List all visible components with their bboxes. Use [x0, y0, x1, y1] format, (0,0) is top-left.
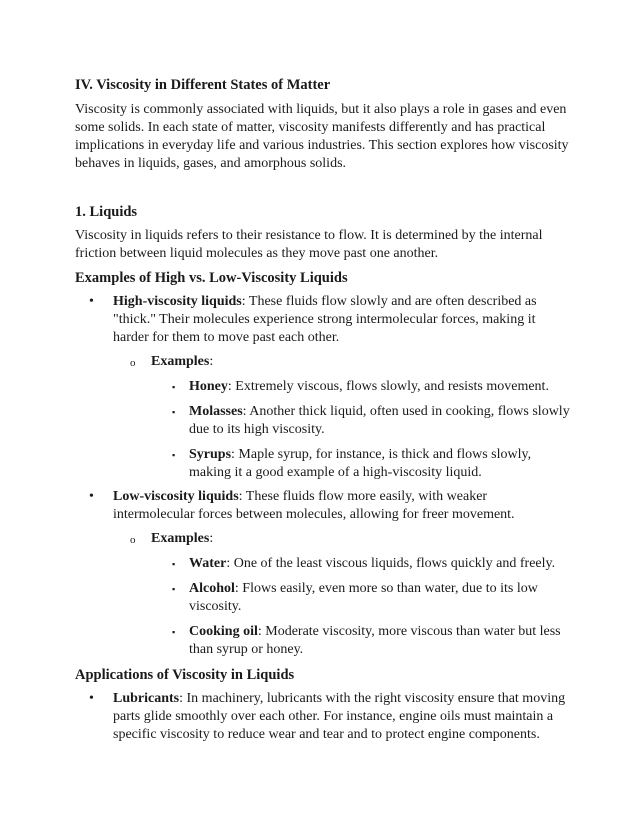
examples-colon: : [209, 354, 214, 369]
list-item [151, 446, 570, 482]
examples-heading: Examples of High vs. Low-Viscosity Liquids [75, 270, 348, 286]
item-desc: : These fluids flow slowly and are often described as "thick." Their molecules experience strong intermolecular forces, making it harder for them to move past each other. [113, 294, 537, 345]
bullet-icon: • [89, 691, 94, 706]
document-page [75, 70, 570, 744]
examples-label: Examples [151, 531, 210, 546]
list-item [151, 555, 570, 573]
sublist [113, 353, 570, 482]
bullet-icon: o [130, 357, 136, 369]
list-item [151, 403, 570, 439]
item-term: Low-viscosity liquids [113, 489, 239, 504]
item-desc: : Moderate viscosity, more viscous than water but less than syrup or honey. [189, 624, 561, 657]
list-item-examples-label [113, 353, 570, 482]
list-item [151, 580, 570, 616]
sublist [113, 530, 570, 659]
item-desc: : In machinery, lubricants with the right viscosity ensure that moving parts glide smoothly over each other. For instance, engine oils must maintain a specific viscosity to reduce wear and tear and to protect engine components. [113, 691, 566, 742]
bullet-icon: ▪ [172, 584, 176, 594]
examples-label: Examples [151, 354, 210, 369]
applications-list [75, 690, 570, 744]
item-desc: : Another thick liquid, often used in cooking, flows slowly due to its high viscosity. [189, 404, 570, 437]
bullet-icon: • [89, 489, 94, 504]
item-term: Molasses [189, 404, 243, 419]
example-list [151, 378, 570, 482]
subsection-intro: Viscosity in liquids refers to their resistance to flow. It is determined by the internal friction between liquid molecules as they move past one another. [75, 228, 543, 261]
subsection-title: 1. Liquids [75, 204, 138, 220]
item-term: Water [189, 556, 227, 571]
list-item-low-viscosity [75, 488, 570, 659]
bullet-icon: ▪ [172, 382, 176, 392]
item-term: High-viscosity liquids [113, 294, 242, 309]
item-desc: : One of the least viscous liquids, flows quickly and freely. [226, 556, 556, 571]
item-term: Syrups [189, 447, 232, 462]
list-item-lubricants [75, 690, 570, 744]
list-item-high-viscosity [75, 293, 570, 482]
bullet-icon: o [130, 534, 136, 546]
applications-heading: Applications of Viscosity in Liquids [75, 667, 295, 683]
bullet-icon: ▪ [172, 450, 176, 460]
bullet-icon: • [89, 294, 94, 309]
bullet-icon: ▪ [172, 407, 176, 417]
list-item [151, 623, 570, 659]
bullet-icon: ▪ [172, 627, 176, 637]
list-item-examples-label [113, 530, 570, 659]
bullet-icon: ▪ [172, 559, 176, 569]
item-desc: : These fluids flow more easily, with weaker intermolecular forces between molecules, allowing for freer movement. [113, 489, 515, 522]
list-item [151, 378, 570, 396]
section-title: IV. Viscosity in Different States of Matter [75, 77, 331, 93]
viscosity-types-list [75, 293, 570, 659]
example-list [151, 555, 570, 659]
item-term: Honey [189, 379, 228, 394]
item-desc: : Maple syrup, for instance, is thick and flows slowly, making it a good example of a high-viscosity liquid. [189, 447, 532, 480]
item-term: Lubricants [113, 691, 180, 706]
item-term: Alcohol [189, 581, 235, 596]
item-desc: : Extremely viscous, flows slowly, and resists movement. [227, 379, 549, 394]
item-desc: : Flows easily, even more so than water, due to its low viscosity. [189, 581, 538, 614]
section-intro: Viscosity is commonly associated with liquids, but it also plays a role in gases and even some solids. In each state of matter, viscosity manifests differently and has practical implications in everyday life and various industries. This section explores how viscosity behaves in liquids, gases, and amorphous solids. [75, 102, 569, 171]
examples-colon: : [209, 531, 214, 546]
item-term: Cooking oil [189, 624, 258, 639]
